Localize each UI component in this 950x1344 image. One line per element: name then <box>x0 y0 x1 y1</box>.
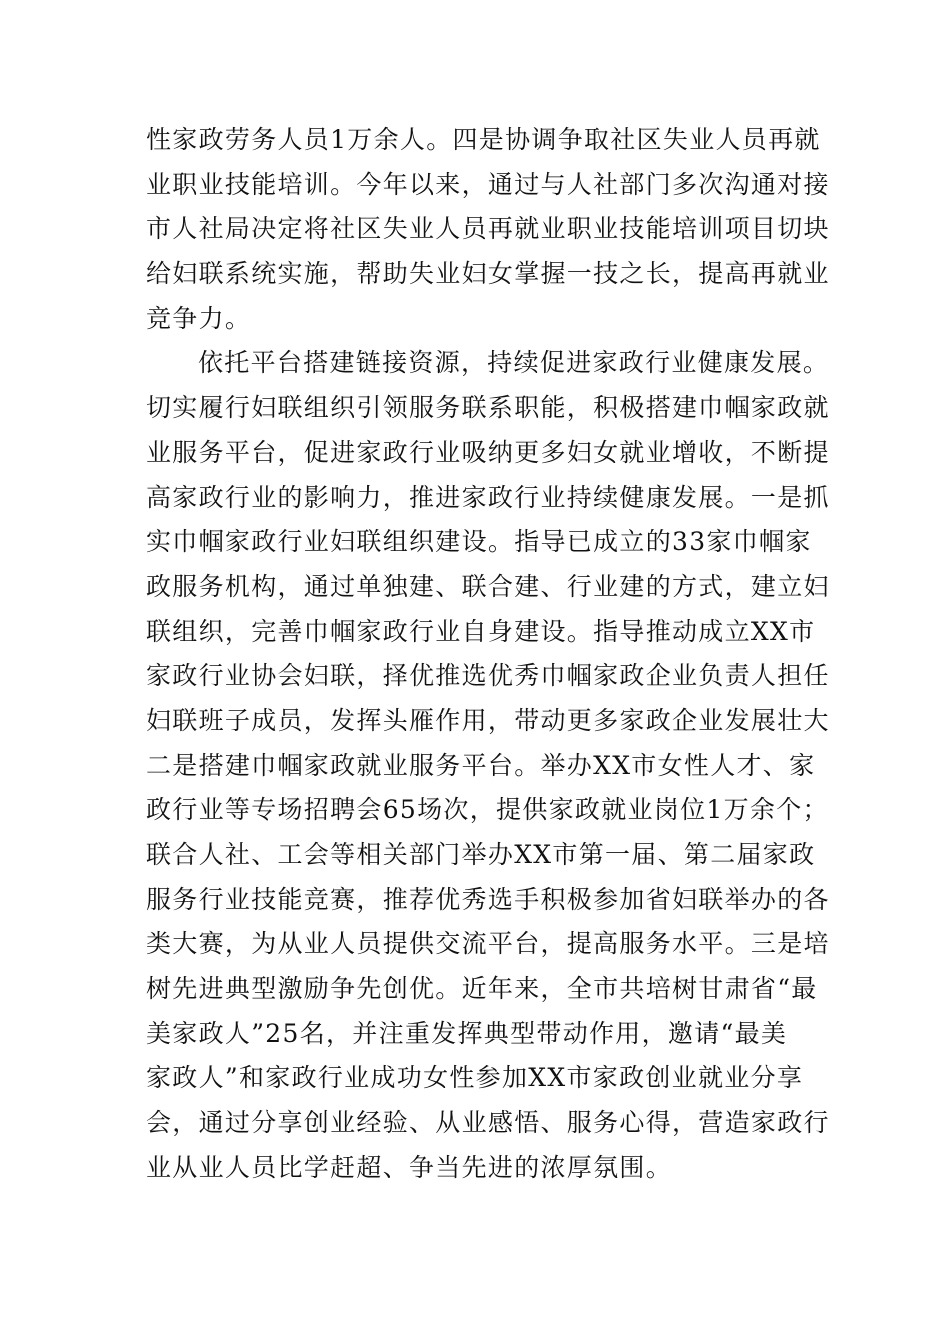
text-line: 竞争力。 <box>146 303 252 333</box>
section-heading-line: 依托平台搭建链接资源，持续促进家政行业健康发展。 <box>198 348 830 378</box>
text-line: 切实履行妇联组织引领服务联系职能，积极搭建巾帼家政就 <box>146 393 830 423</box>
text-line: 二是搭建巾帼家政就业服务平台。举办XX市女性人才、家 <box>146 750 816 780</box>
text-line: 性家政劳务人员1万余人。四是协调争取社区失业人员再就 <box>146 125 821 154</box>
text-line: 政服务机构，通过单独建、联合建、行业建的方式，建立妇 <box>146 571 830 601</box>
text-line: 联组织，完善巾帼家政行业自身建设。指导推动成立XX市 <box>146 616 816 646</box>
text-line: 树先进典型激励争先创优。近年来，全市共培树甘肃省“最 <box>146 974 818 1004</box>
text-line: 高家政行业的影响力，推进家政行业持续健康发展。一是抓 <box>146 482 830 512</box>
text-line: 妇联班子成员，发挥头雁作用，带动更多家政企业发展壮大 <box>146 705 830 735</box>
text-line: 给妇联系统实施，帮助失业妇女掌握一技之长，提高再就业 <box>146 259 830 289</box>
text-line: 业职业技能培训。今年以来，通过与人社部门多次沟通对接 <box>146 169 830 199</box>
text-line: 实巾帼家政行业妇联组织建设。指导已成立的33家巾帼家 <box>146 527 812 557</box>
text-line: 联合人社、工会等相关部门举办XX市第一届、第二届家政 <box>146 840 816 869</box>
text-line: 业从业人员比学赶超、争当先进的浓厚氛围。 <box>146 1152 673 1182</box>
text-line: 家政行业协会妇联，择优推选优秀巾帼家政企业负责人担任 <box>146 661 830 691</box>
text-line: 类大赛，为从业人员提供交流平台，提高服务水平。三是培 <box>146 929 830 959</box>
body-text <box>146 118 830 1191</box>
text-line: 家政人”和家政行业成功女性参加XX市家政创业就业分享 <box>146 1063 804 1093</box>
text-line: 市人社局决定将社区失业人员再就业职业技能培训项目切块 <box>146 214 830 244</box>
text-line: 政行业等专场招聘会65场次，提供家政就业岗位1万余个； <box>146 795 829 825</box>
text-line: 业服务平台，促进家政行业吸纳更多妇女就业增收，不断提 <box>146 437 830 467</box>
text-line: 会，通过分享创业经验、从业感悟、服务心得，营造家政行 <box>146 1108 830 1138</box>
text-line: 美家政人”25名，并注重发挥典型带动作用，邀请“最美 <box>146 1018 788 1048</box>
text-line: 服务行业技能竞赛，推荐优秀选手积极参加省妇联举办的各 <box>146 884 830 914</box>
